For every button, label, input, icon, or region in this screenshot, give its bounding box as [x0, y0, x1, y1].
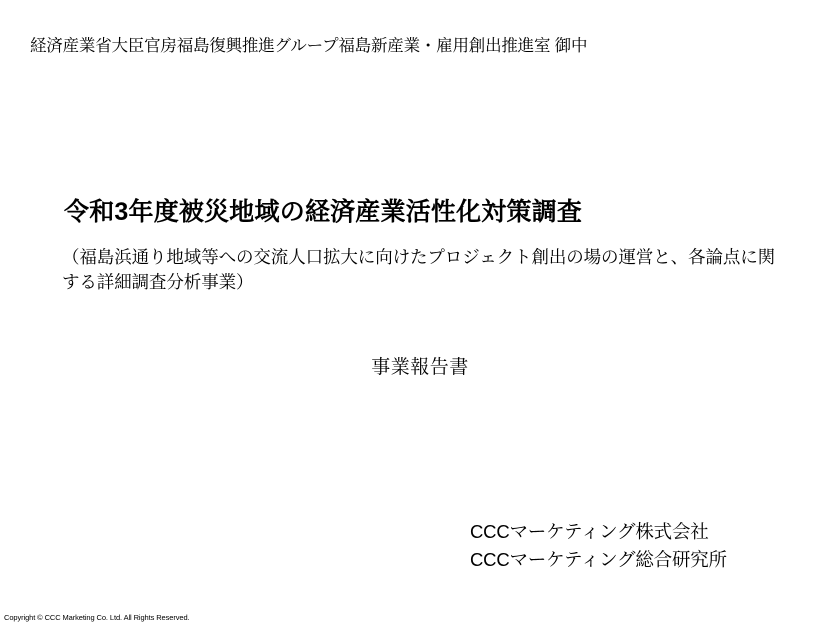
title-block — [0, 196, 840, 295]
addressee-line: 経済産業省大臣官房福島復興推進グループ福島新産業・雇用創出推進室 御中 — [30, 37, 588, 55]
copyright-notice: Copyright © CCC Marketing Co. Ltd. All Rights Reserved. — [4, 613, 190, 622]
document-type-label: 事業報告書 — [371, 357, 469, 378]
author-block — [470, 518, 727, 574]
author-company: CCCマーケティング株式会社 — [470, 521, 709, 542]
page-title: 令和3年度被災地域の経済産業活性化対策調査 — [64, 198, 583, 226]
page-subtitle: （福島浜通り地域等への交流人口拡大に向けたプロジェクト創出の場の運営と、各論点に関する詳細調査分析事業） — [62, 246, 776, 292]
author-institute: CCCマーケティング総合研究所 — [470, 548, 727, 570]
